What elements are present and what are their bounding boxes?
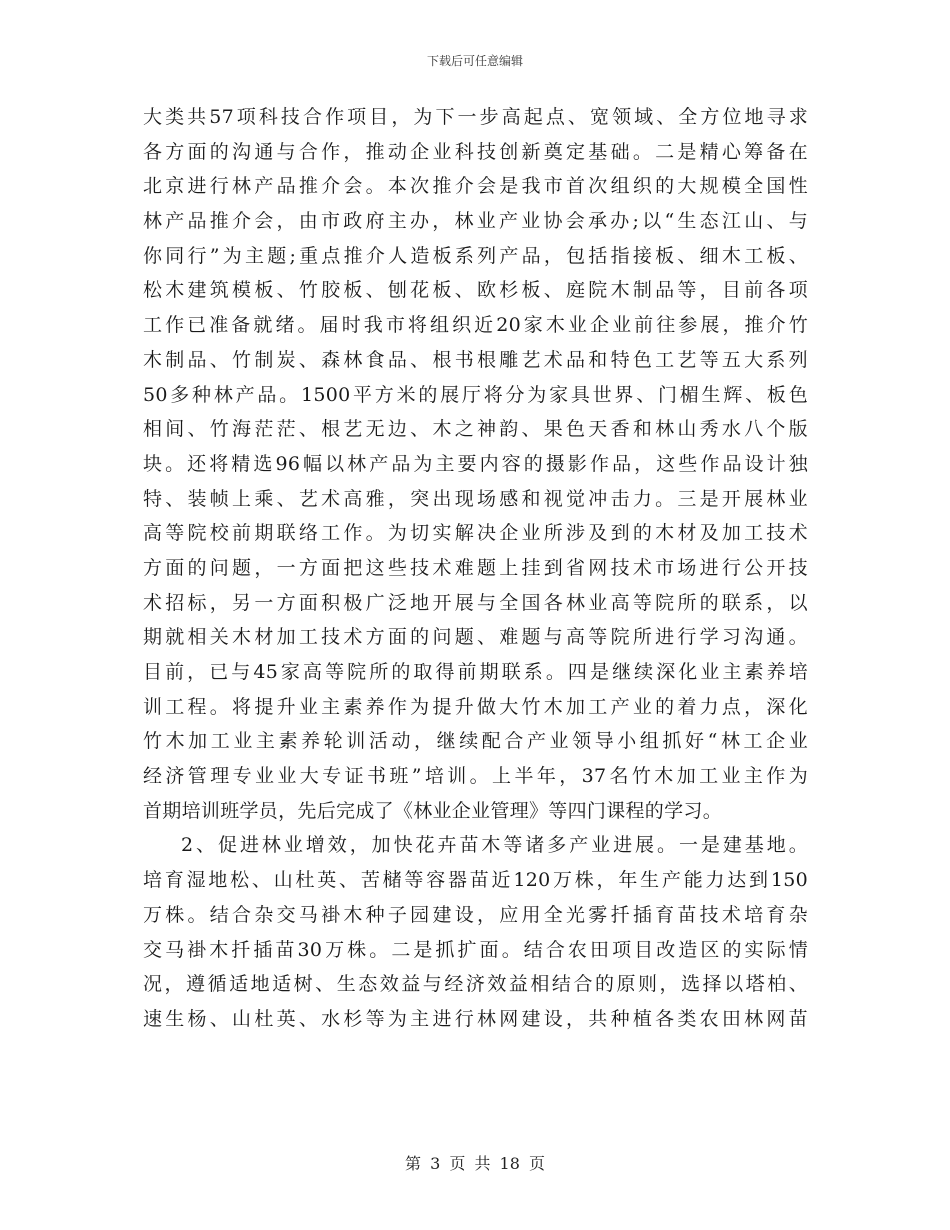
- text-line: 相间、竹海茫茫、根艺无边、木之神韵、果色天香和林山秀水八个版: [143, 418, 808, 441]
- text-line: 大类共57项科技合作项目，为下一步高起点、宽领域、全方位地寻求: [143, 106, 808, 128]
- text-line: 经济管理专业业大专证书班”培训。上半年，37名竹木加工业主作为: [143, 765, 808, 788]
- text-line: 方面的问题，一方面把这些技术难题上挂到省网技术市场进行公开技: [143, 556, 808, 579]
- text-line: 林产品推介会，由市政府主办，林业产业协会承办;以“生态江山、与: [143, 210, 808, 233]
- text-line: 培育湿地松、山杜英、苦槠等容器苗近120万株，年生产能力达到150: [143, 869, 808, 892]
- text-line: 北京进行林产品推介会。本次推介会是我市首次组织的大规模全国性: [143, 175, 808, 198]
- text-line: 50多种林产品。1500平方米的展厅将分为家具世界、门楣生辉、板色: [143, 383, 808, 406]
- text-line: 交马褂木扦插苗30万株。二是抓扩面。结合农田项目改造区的实际情: [143, 938, 808, 961]
- text-line: 况，遵循适地适树、生态效益与经济效益相结合的原则，选择以塔柏、: [143, 973, 808, 996]
- text-line: 竹木加工业主素养轮训活动，继续配合产业领导小组抓好“林工企业: [143, 730, 808, 753]
- text-line: 首期培训班学员，先后完成了《林业企业管理》等四门课程的学习。: [143, 799, 723, 822]
- text-line: 松木建筑模板、竹胶板、刨花板、欧杉板、庭院木制品等，目前各项: [143, 279, 808, 302]
- text-line: 训工程。将提升业主素养作为提升做大竹木加工产业的着力点，深化: [143, 695, 808, 718]
- text-line: 各方面的沟通与合作，推动企业科技创新奠定基础。二是精心筹备在: [143, 140, 808, 163]
- text-line: 特、装帧上乘、艺术高雅，突出现场感和视觉冲击力。三是开展林业: [143, 487, 808, 510]
- header-note: 下载后可任意编辑: [426, 54, 523, 68]
- text-line: 术招标，另一方面积极广泛地开展与全国各林业高等院所的联系，以: [143, 591, 808, 614]
- text-line: 万株。结合杂交马褂木种子园建设，应用全光雾扦插育苗技术培育杂: [143, 903, 808, 926]
- text-line: 目前，已与45家高等院所的取得前期联系。四是继续深化业主素养培: [143, 661, 808, 683]
- text-line: 高等院校前期联络工作。为切实解决企业所涉及到的木材及加工技术: [143, 522, 808, 545]
- text-line: 木制品、竹制炭、森林食品、根书根雕艺术品和特色工艺等五大系列: [143, 348, 808, 371]
- page-number: 第 3 页 共 18 页: [405, 1154, 545, 1173]
- text-line: 你同行”为主题;重点推介人造板系列产品，包括指接板、细木工板、: [143, 244, 808, 267]
- text-line: 块。还将精选96幅以林产品为主要内容的摄影作品，这些作品设计独: [143, 452, 808, 475]
- paragraph-first-line: 2、促进林业增效，加快花卉苗木等诸多产业进展。一是建基地。: [181, 834, 808, 857]
- text-line: 工作已准备就绪。届时我市将组织近20家木业企业前往参展，推介竹: [143, 314, 808, 337]
- text-line: 期就相关木材加工技术方面的问题、难题与高等院所进行学习沟通。: [143, 626, 808, 649]
- text-line: 速生杨、山杜英、水杉等为主进行林网建设，共种植各类农田林网苗: [143, 1007, 808, 1030]
- document-body: [143, 100, 808, 1037]
